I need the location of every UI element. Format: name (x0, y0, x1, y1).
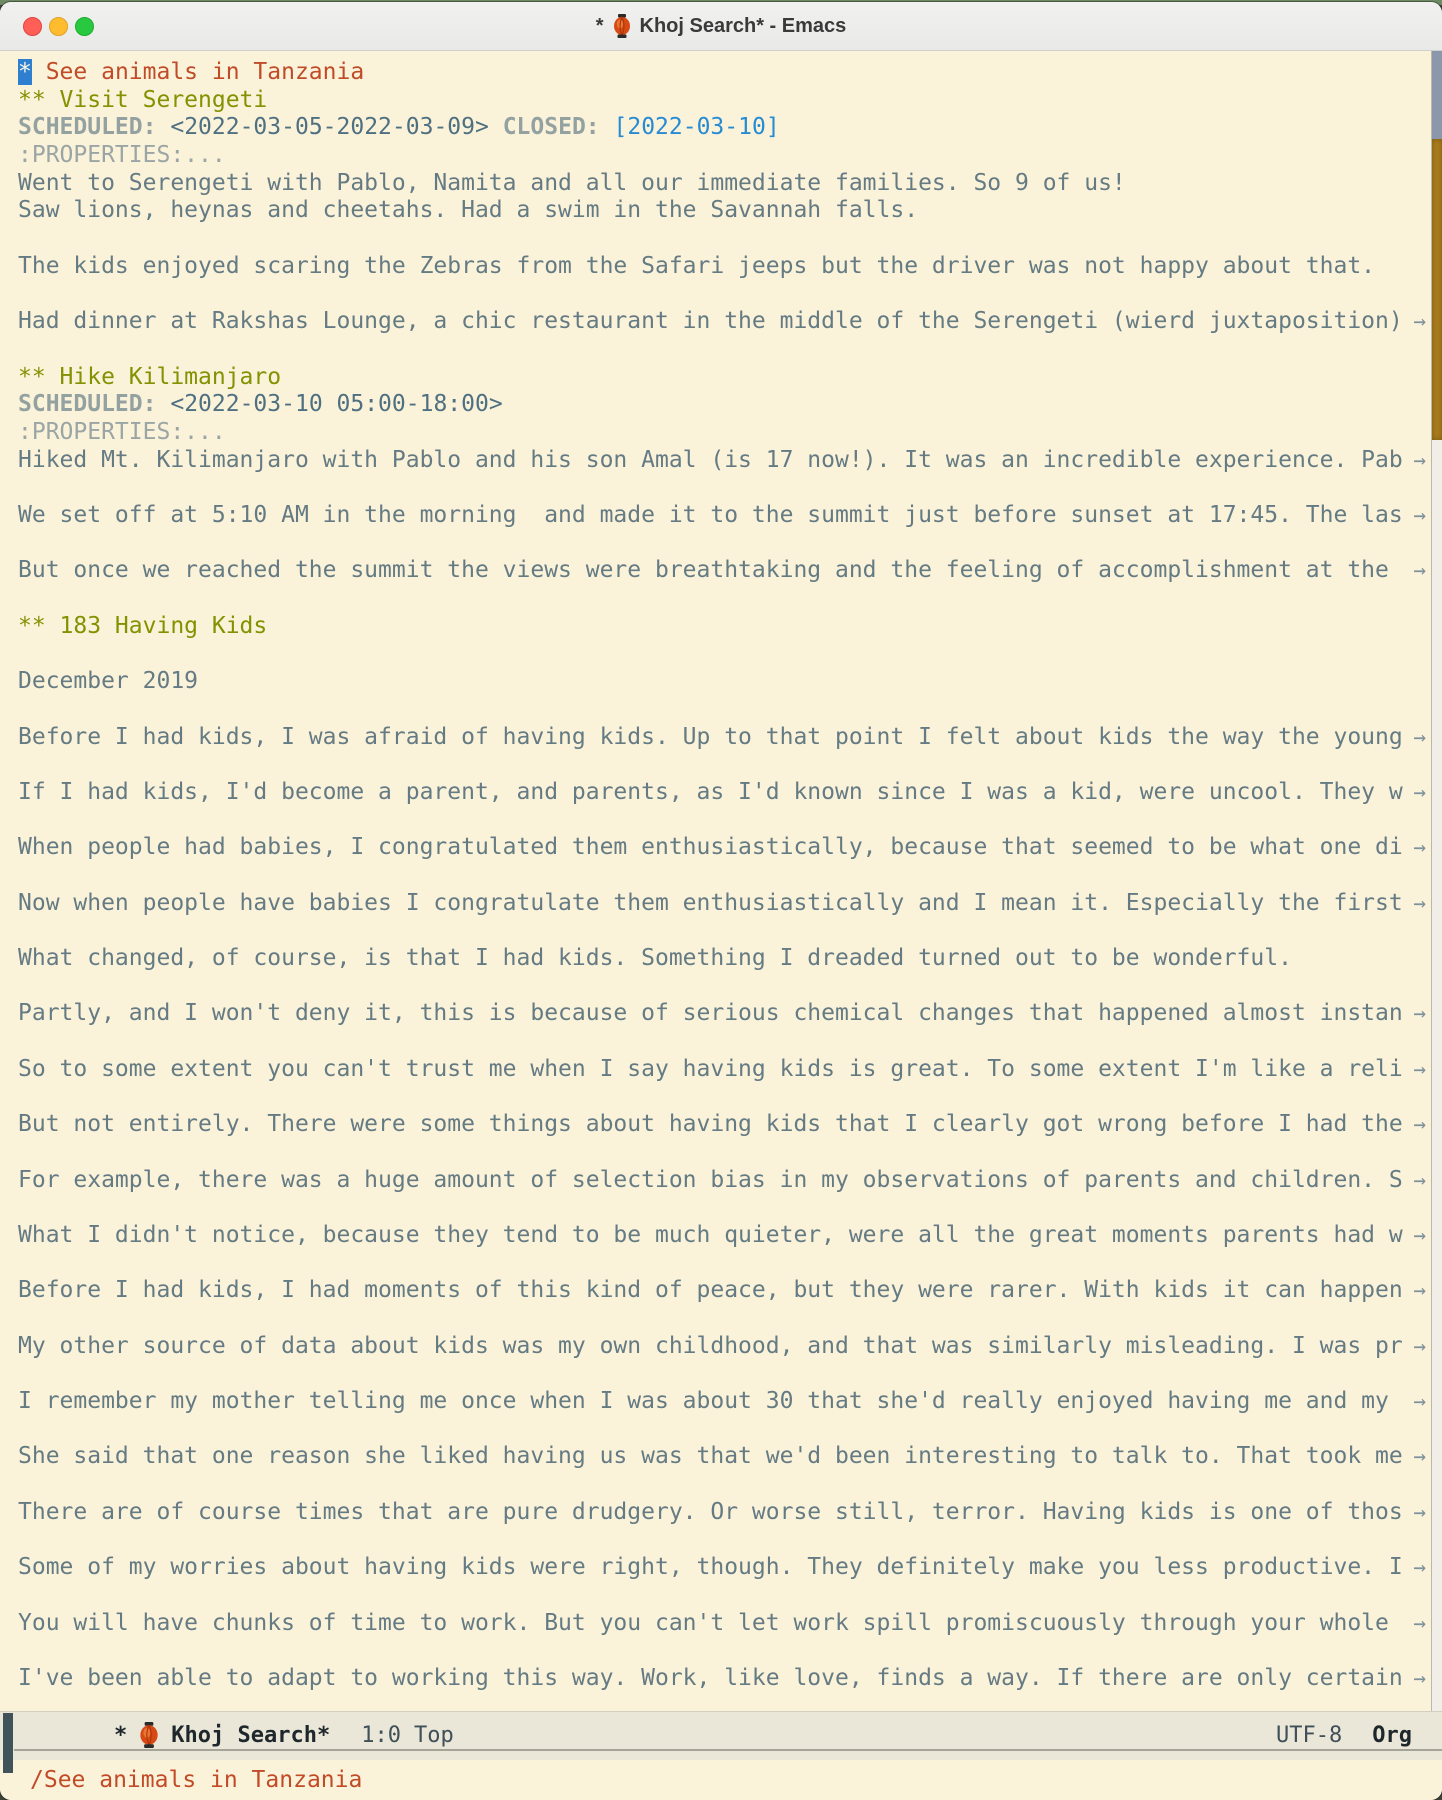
buffer-line[interactable] (18, 1194, 1402, 1222)
emacs-window (0, 2, 1442, 1800)
buffer-line[interactable] (18, 419, 1402, 447)
buffer-line[interactable] (18, 1277, 1426, 1305)
buffer-text-segment (489, 114, 503, 140)
buffer-line[interactable] (18, 1471, 1402, 1499)
truncation-arrow-icon: → (1413, 558, 1426, 583)
truncation-arrow-icon: → (1413, 503, 1426, 527)
buffer-line[interactable] (18, 170, 1402, 198)
buffer-text-segment: But once we reached the summit the views were breathtaking and the feeling of accomplishment at the (18, 557, 1403, 584)
truncation-arrow-icon: → (1413, 447, 1426, 472)
buffer-line[interactable] (18, 723, 1426, 752)
buffer-text-segment: I remember my mother telling me once when I was about 30 that she'd really enjoyed having me and my (18, 1388, 1403, 1414)
buffer-line[interactable] (18, 1443, 1426, 1471)
buffer-line[interactable] (18, 1388, 1426, 1416)
buffer-line[interactable] (18, 1250, 1402, 1278)
buffer-line[interactable] (18, 1139, 1402, 1167)
buffer-text-segment: The kids enjoyed scaring the Zebras from the Safari jeeps but the driver was not happy about that. (18, 252, 1376, 279)
modeline-buffer-name[interactable]: Khoj Search* (171, 1722, 331, 1748)
buffer-line[interactable] (18, 1305, 1402, 1333)
lantern-icon (612, 14, 632, 38)
lantern-icon (138, 1722, 160, 1748)
buffer-line[interactable] (18, 778, 1426, 807)
truncation-arrow-icon: → (1413, 890, 1426, 915)
buffer-line[interactable] (18, 585, 1402, 613)
modeline-line-column: 1:0 (361, 1722, 401, 1748)
buffer-line[interactable] (18, 1332, 1426, 1361)
buffer-line[interactable] (18, 613, 1402, 641)
truncation-arrow-icon: → (1413, 1222, 1426, 1247)
truncation-arrow-icon: → (1413, 1112, 1426, 1137)
scrollbar-upper-segment[interactable] (1432, 51, 1442, 139)
buffer-line[interactable] (18, 281, 1402, 309)
buffer-line[interactable] (18, 336, 1402, 364)
buffer-text-segment: ** Hike Kilimanjaro (18, 363, 282, 390)
buffer-line[interactable] (18, 1000, 1426, 1028)
buffer-line[interactable] (18, 696, 1402, 724)
buffer-text-segment: When people had babies, I congratulated them enthusiastically, because that seemed to be what one di (18, 834, 1403, 861)
modeline-left (112, 1712, 456, 1758)
buffer-line[interactable] (18, 1526, 1402, 1554)
buffer-line[interactable] (18, 807, 1402, 835)
buffer-text-segment (156, 391, 170, 417)
modeline[interactable] (0, 1711, 1442, 1760)
buffer-text-segment: Saw lions, heynas and cheetahs. Had a swim in the Savannah falls. (18, 197, 919, 224)
modeline-right (1274, 1712, 1414, 1758)
buffer-line[interactable] (18, 1028, 1402, 1056)
window-title (596, 14, 847, 38)
buffer-text-segment: For example, there was a huge amount of selection bias in my observations of parents and children. S (18, 1166, 1403, 1193)
buffer-text-segment: [2022-03-10] (613, 114, 780, 141)
buffer-line[interactable] (18, 225, 1402, 253)
minimize-button[interactable] (49, 17, 68, 36)
buffer-line[interactable] (18, 973, 1402, 1001)
buffer-text-segment: What I didn't notice, because they tend to be much quieter, were all the great moments parents had w (18, 1221, 1403, 1248)
buffer-line[interactable] (18, 751, 1402, 779)
buffer-line[interactable] (18, 1664, 1426, 1693)
buffer-text-segment: She said that one reason she liked having us was that we'd been interesting to talk to. That took me (18, 1443, 1403, 1470)
truncation-arrow-icon: → (1413, 1444, 1426, 1469)
buffer-line[interactable] (18, 530, 1402, 558)
buffer-text-segment: If I had kids, I'd become a parent, and parents, as I'd known since I was a kid, were uncool. They w (18, 778, 1403, 805)
truncation-arrow-icon: → (1413, 1001, 1426, 1026)
zoom-button[interactable] (75, 17, 94, 36)
scrollbar[interactable] (1431, 51, 1442, 1711)
buffer-line[interactable] (18, 391, 1402, 419)
buffer-text-segment: <2022-03-05-2022-03-09> (170, 114, 489, 141)
scrollbar-thumb[interactable] (1432, 139, 1442, 440)
modeline-scroll-position: Top (413, 1722, 454, 1748)
buffer-text-segment: We set off at 5:10 AM in the morning and made it to the summit just before sunset at 17:45. The las (18, 502, 1403, 528)
buffer-text-segment: I've been able to adapt to working this way. Work, like love, finds a way. If there are only certain (18, 1664, 1403, 1691)
buffer-line[interactable] (18, 862, 1402, 890)
buffer-line[interactable] (18, 1221, 1426, 1250)
buffer-line[interactable] (18, 889, 1426, 918)
buffer-line[interactable] (18, 917, 1402, 945)
close-button[interactable] (23, 17, 42, 36)
buffer-line[interactable] (18, 945, 1402, 973)
buffer-text-segment: :PROPERTIES:... (18, 418, 226, 445)
buffer-text-segment: Partly, and I won't deny it, this is because of serious chemical changes that happened almost instan (18, 1000, 1403, 1027)
buffer-text-segment: Before I had kids, I was afraid of having kids. Up to that point I felt about kids the way the young (18, 723, 1403, 750)
truncation-arrow-icon: → (1413, 1333, 1426, 1358)
buffer-line[interactable] (18, 502, 1426, 530)
buffer-line[interactable] (18, 1055, 1426, 1084)
buffer-text-segment: ** Visit Serengeti (18, 86, 268, 113)
truncation-arrow-icon: → (1413, 1665, 1426, 1690)
buffer-line[interactable] (18, 1083, 1402, 1111)
buffer-text-segment: What changed, of course, is that I had kids. Something I dreaded turned out to be wonderful. (18, 945, 1292, 971)
buffer-text-segment: Went to Serengeti with Pablo, Namita and all our immediate families. So 9 of us! (18, 169, 1126, 196)
buffer-text-segment: There are of course times that are pure drudgery. Or worse still, terror. Having kids is one of thos (18, 1498, 1403, 1525)
truncation-arrow-icon: → (1413, 1278, 1426, 1303)
buffer-line[interactable] (18, 114, 1402, 142)
buffer-line[interactable] (18, 308, 1426, 336)
buffer-text-segment: My other source of data about kids was my own childhood, and that was similarly misleading. I was pr (18, 1332, 1403, 1359)
text-cursor: * (18, 59, 32, 85)
truncation-arrow-icon: → (1413, 309, 1426, 334)
minibuffer[interactable] (0, 1760, 1442, 1800)
buffer-line[interactable] (18, 1416, 1402, 1444)
buffer-line[interactable] (18, 1609, 1426, 1638)
buffer-line[interactable] (18, 197, 1402, 225)
truncation-arrow-icon: → (1413, 835, 1426, 860)
buffer-line[interactable] (18, 834, 1426, 862)
buffer-line[interactable] (18, 59, 1402, 87)
buffer-text-segment: So to some extent you can't trust me when I say having kids is great. To some extent I'm like a reli (18, 1055, 1403, 1082)
traffic-lights (23, 2, 94, 50)
minibuffer-text: /See animals in Tanzania (30, 1767, 363, 1793)
titlebar (0, 2, 1442, 51)
buffer-line[interactable] (18, 253, 1402, 281)
buffer-lines (18, 59, 1426, 1693)
truncation-arrow-icon: → (1413, 1056, 1426, 1081)
buffer-text-segment: Had dinner at Rakshas Lounge, a chic restaurant in the middle of the Serengeti (wierd juxtaposition) (18, 308, 1403, 335)
buffer-line[interactable] (18, 668, 1402, 696)
buffer-text-segment: December 2019 (18, 668, 199, 695)
buffer-line[interactable] (18, 474, 1402, 502)
modeline-prefix-star: * (114, 1722, 128, 1748)
buffer-line[interactable] (18, 142, 1402, 170)
buffer-text-segment (600, 114, 614, 140)
buffer-text-segment: <2022-03-10 05:00-18:00> (170, 391, 503, 418)
buffer-line[interactable] (18, 1111, 1426, 1139)
modeline-major-mode[interactable]: Org (1372, 1722, 1412, 1748)
buffer-line[interactable] (18, 1360, 1402, 1388)
buffer-line[interactable] (18, 1554, 1426, 1582)
buffer-text-segment: :PROPERTIES:... (18, 142, 226, 169)
title-text: Khoj Search* - Emacs (639, 14, 847, 37)
buffer-line[interactable] (18, 364, 1402, 392)
buffer-text-segment: CLOSED: (502, 114, 600, 141)
truncation-arrow-icon: → (1413, 1555, 1426, 1580)
window-divider-bar (3, 1713, 13, 1773)
buffer-text-segment (156, 114, 170, 140)
truncation-arrow-icon: → (1413, 779, 1426, 804)
buffer-line[interactable] (18, 557, 1426, 585)
buffer-area[interactable] (0, 51, 1442, 1711)
title-prefix-star: * (595, 14, 604, 37)
buffer-text-segment: Some of my worries about having kids were right, though. They definitely make you less productive. I (18, 1554, 1403, 1581)
buffer-text-segment: Before I had kids, I had moments of this kind of peace, but they were rarer. With kids it can happen (18, 1277, 1403, 1304)
buffer-text-segment: Hiked Mt. Kilimanjaro with Pablo and his son Amal (is 17 now!). It was an incredible experience. Pab (18, 446, 1403, 473)
buffer-line[interactable] (18, 87, 1402, 115)
buffer-line[interactable] (18, 1582, 1402, 1610)
buffer-line[interactable] (18, 1498, 1426, 1527)
truncation-arrow-icon: → (1413, 1499, 1426, 1524)
buffer-text-segment: Now when people have babies I congratulate them enthusiastically and I mean it. Especially the first (18, 889, 1403, 916)
buffer-text-segment: ** 183 Having Kids (18, 612, 268, 639)
buffer-line[interactable] (18, 640, 1402, 668)
buffer-line[interactable] (18, 1166, 1426, 1195)
buffer-text-segment: SCHEDULED: (18, 114, 157, 141)
buffer-text-segment: You will have chunks of time to work. But you can't let work spill promiscuously through your whole (18, 1609, 1403, 1636)
buffer-line[interactable] (18, 446, 1426, 475)
buffer-text-segment: SCHEDULED: (18, 391, 157, 418)
truncation-arrow-icon: → (1413, 1167, 1426, 1192)
modeline-encoding[interactable]: UTF-8 (1276, 1722, 1343, 1748)
truncation-arrow-icon: → (1413, 1389, 1426, 1413)
truncation-arrow-icon: → (1413, 1610, 1426, 1635)
buffer-text-segment: But not entirely. There were some things about having kids that I clearly got wrong before I had the (18, 1111, 1403, 1138)
buffer-line[interactable] (18, 1637, 1402, 1665)
truncation-arrow-icon: → (1413, 724, 1426, 749)
buffer-text-segment: See animals in Tanzania (31, 59, 365, 85)
